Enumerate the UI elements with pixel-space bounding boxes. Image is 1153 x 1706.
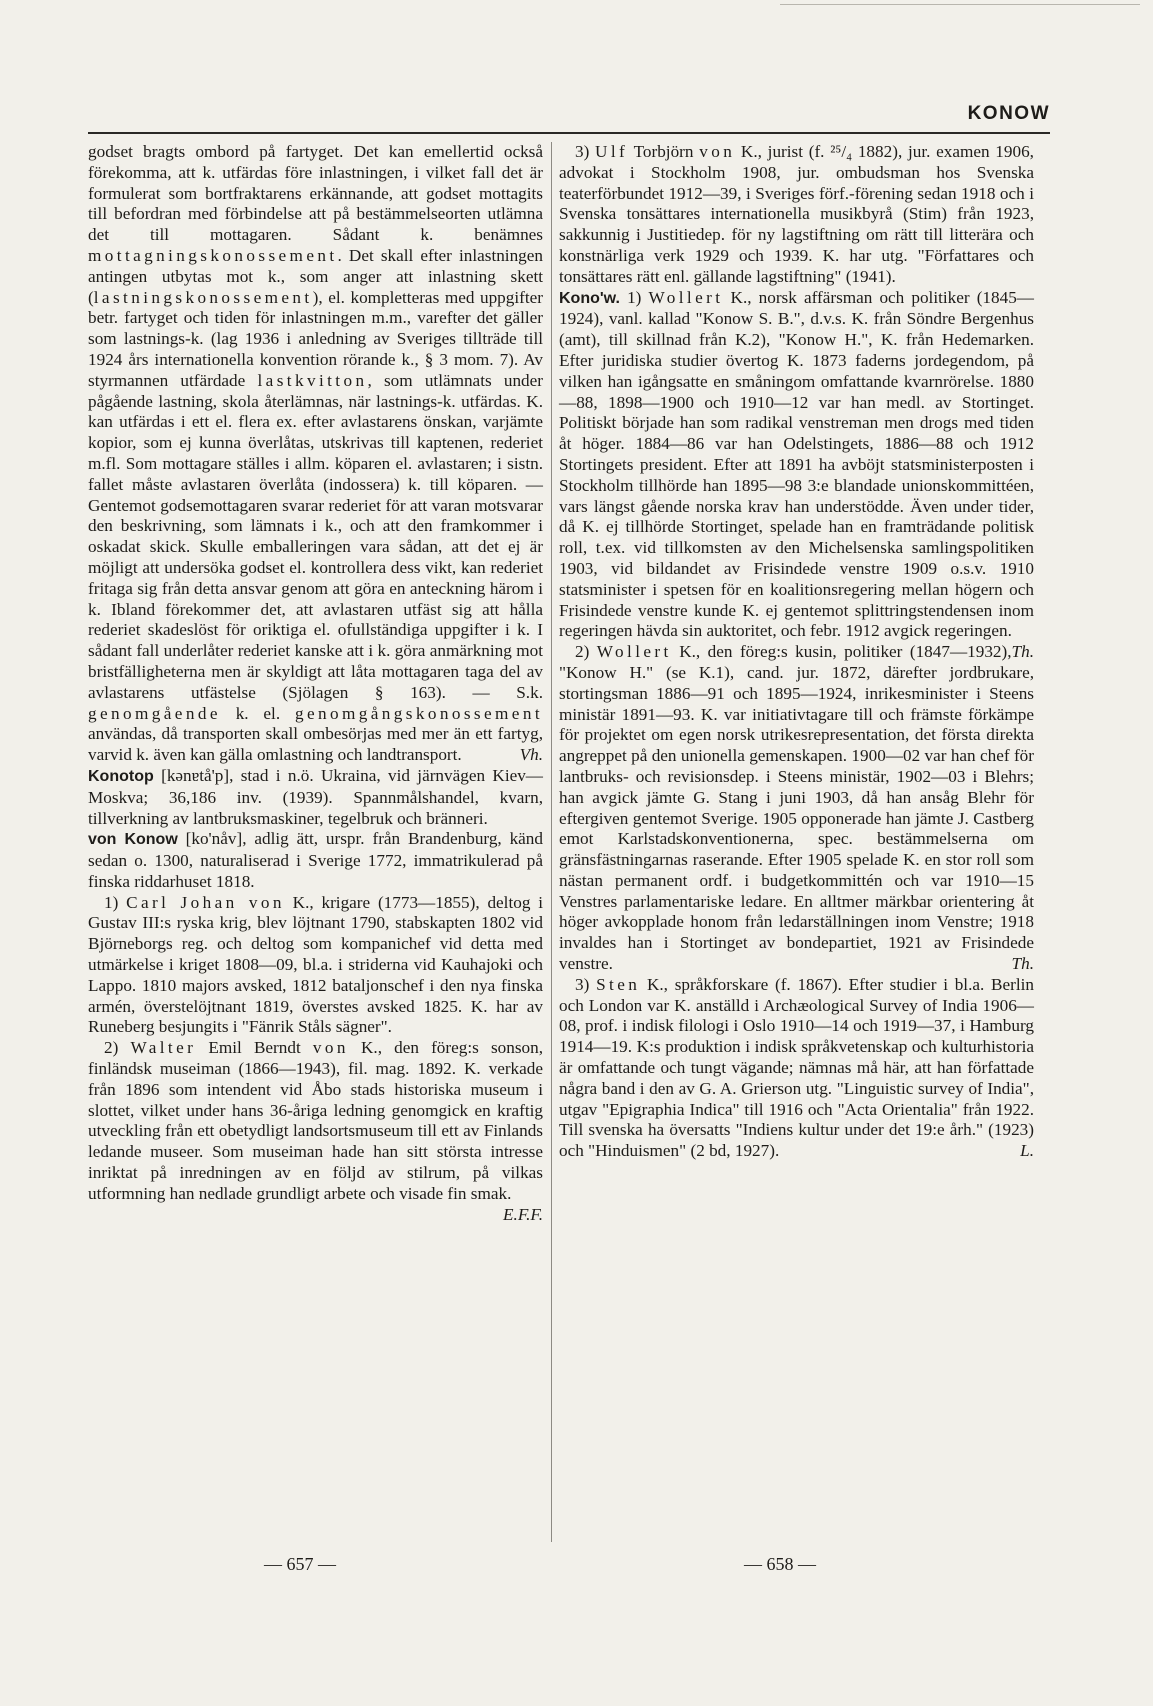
author-signature: Th.	[1011, 954, 1034, 974]
page-number-left: — 657 —	[264, 1554, 336, 1574]
headword: Konotop	[88, 767, 154, 785]
subentry-ulf: 3) Ulf Torbjörn von K., jurist (f. ²⁵/₄ 1882), jur. examen 1906, advokat i Stockholm 1908, jur. ombudsman hos Svenska teaterförbundet 1912—39, i Sveriges förf.-förening sedan 1918 och i Svenska tonsättares internationella musikbyrå (Stim) från 1923, sakkunnig i Justitiedep. för ny lagstiftning om rätt till litterära och konstnärliga verk 1929 och 1939. K. har utg. "Författares och tonsättares rätt enl. gällande lagstiftning" (1941).	[559, 142, 1034, 286]
name-spaced: Ulf	[595, 142, 629, 161]
name-spaced: Carl Johan von	[126, 892, 285, 912]
name-spaced: Walter	[130, 1038, 197, 1058]
author-signature: Vh.	[519, 745, 543, 765]
name-spaced: Wollert	[648, 287, 724, 307]
term-spaced: mottagningskonossement	[88, 245, 338, 265]
subentry-walter: 2) Walter Emil Berndt von K., den föreg:s sonson, finländsk museiman (1866—1943), fil. mag. 1892. K. verkade från 1896 som intendent vid Åbo stads historiska museum i slottet, vilket under hans 36-åriga ledning genomgick en kraftig utveckling från ett obetydligt landsortsmuseum till ett av Finlands ledande museer. Som museiman hade han sitt största intresse inriktat på inredningen av en följd av stilrum, på vilkas utformning han nedlade grundligt arbete och visade fin smak. E.F.F.	[88, 1038, 543, 1224]
name-spaced: Sten	[596, 974, 641, 994]
right-column	[559, 142, 1034, 1162]
name-spaced: von	[699, 142, 736, 161]
author-signature: E.F.F.	[503, 1204, 543, 1224]
headword: von Konow	[88, 831, 178, 849]
term-spaced: lastningskonossement	[93, 287, 313, 307]
header-rule	[88, 132, 1050, 134]
page-number-right: — 658 —	[744, 1554, 816, 1574]
konossement-entry-continuation: godset bragts ombord på fartyget. Det kan emellertid också förekomma, att k. utfärdas före inlastningen, i vilket fall det är formulerat som bortfraktarens erkännande, att godset mottagits till befordran med förbindelse att på bestämmelseorten utlämna det till mottagaren. Sådant k. benämnes mottagningskonossement. Det skall efter inlastningen antingen utbytas mot k., som anger att inlastning skett (lastningskonossement), el. kompletteras med uppgifter betr. fartyget och tiden för inlastningen m.m., varefter det gäller som lastnings-k. (lag 1936 i anledning av Sveriges tillträde till 1924 års internationella konvention rörande k., § 3 mom. 7). Av styrmannen utfärdade lastkvitton, som utlämnats under pågående lastning, skola återlämnas, när lastnings-k. utfärdas. K. kan utfärdas i ett el. flera ex. efter avlastarens önskan, varjämte kopior, som ej kunna överlåtas, utskrivas till kaptenen, rederiet m.fl. Som mottagare ställes i allm. köparen el. avlastaren; i sistn. fallet måste avlastaren överlåta (indossera) k. till köparen. — Gentemot godsemottagaren svarar rederiet för att varan motsvarar den beskrivning, som lämnats i k., och att den framkommer i oskadat skick. Skulle emballeringen vara sådan, att det ej är möjligt att undersöka godset el. kontrollera dess vikt, kan rederiet fritaga sig från detta ansvar genom att göra en anteckning härom i k. Ibland förekommer det, att avlastaren utfäst sig att hålla rederiet skadeslöst för oriktiga el. ofullständiga uppgifter i k. I sådant fall underlåter rederiet kanske att i k. göra anmärkning mot bristfälligheterna men är skyldigt att låta mottagaren taga del av avlastarens utfästelse (Sjölagen § 163). — S.k. genomgående k. el. genomgångskonossement användas, då transporten skall ombesörjas med mer än ett fartyg, varvid k. även kan gälla omlastning och landtransport. Vh.	[88, 142, 543, 765]
term-spaced: lastkvitton	[257, 370, 368, 390]
scan-edge-rule	[780, 4, 1140, 5]
entry-von-konow: von Konow [ko'nåv], adlig ätt, urspr. från Brandenburg, känd sedan o. 1300, naturaliserad i Sverige 1772, immatrikulerad på finska riddarhuset 1818.	[88, 829, 543, 891]
running-header: KONOW	[967, 103, 1050, 124]
column-divider	[551, 142, 552, 1542]
headword: Kono'w.	[559, 289, 620, 307]
name-spaced: von	[312, 1038, 349, 1058]
name-spaced: Wollert	[596, 642, 672, 662]
subentry-carl-johan: 1) Carl Johan von K., krigare (1773—1855), deltog i Gustav III:s ryska krig, blev löjtnant 1790, stabskapten 1802 vid Björneborgs reg. och deltog som kompanichef vid detta med utmärkelse i kriget 1808—09, bl.a. i striderna vid Kauhajoki och Lappo. 1810 majors avsked, 1812 bataljonschef i den nya finska armén, överstelöjtnant 1819, överstes avsked 1825. K. har av Runeberg besjungits i "Fänrik Ståls sägner".	[88, 892, 543, 1037]
left-column	[88, 142, 543, 1225]
entry-konow-w: Kono'w. 1) Wollert K., norsk affärsman och politiker (1845—1924), vanl. kallad "Konow S. B.", d.v.s. K. från Söndre Bergenhus (amt), till skillnad från K.2), "Konow H.", K. från Hedemarken. Efter juridiska studier övertog K. 1873 faderns jordegendom, på vilken han igångsatte en småningom omfattande kvarnrörelse. 1880—88, 1898—1900 och 1910—12 var han medl. av Stortinget. Politiskt började han som radikal venstreman men drogs med tiden åt höger. 1884—86 var han Odelstingets, 1886—88 och 1912 Stortingets president. Efter att 1891 ha avböjt statsministerposten i Stockholm tillhörde han 1895—98 3:e blandade unionskommittéen, vars längst gående norska krav han understödde. Även under tider, då K. ej tillhörde Stortinget, spelade han en framträdande politisk roll, t.ex. vid tillkomsten av den Michelsenska samlingspolitiken 1903, vid bildandet av Frisindede venstre 1909 o.s.v. 1910 statsminister i spetsen för en koalitionsregering mellan högern och Frisindede venstre kunde K. ej gentemot splittringstendensen inom regeringen hävda sin auktoritet, och febr. 1912 avgick regeringen. Th.	[559, 287, 1034, 662]
author-signature: L.	[1020, 1141, 1034, 1161]
subentry-wollert-2: 2) Wollert K., den föreg:s kusin, politiker (1847—1932), "Konow H." (se K.1), cand. jur. 1872, därefter jordbrukare, stortingsman 1886—91 och 1895—1924, inrikesminister i Steens ministär 1891—93. K. var initiativtagare till och främste förkämpe för projektet om egen norsk utrikesrepresentation, det första direkta angreppet på den unionella gemenskapen. 1900—02 var han chef för lantbruks- och revisionsdep. i Steens ministär, 1902—03 i Blehrs; han avgick jämte G. Stang i juni 1903, då han ansåg Blehr för eftergiven gentemot Sverige. 1905 opponerade han jämte J. Castberg emot Karlstadskonventionerna, spec. bestämmelserna om gränsfästningarnas raserande. Efter 1905 spelade K. en stor roll som nästan permanent ordf. i budgetkommittén och var 1910—15 Venstres parlamentariske ledare. En alltmer märkbar orientering åt höger avkopplade honom från ledarställningen inom Venstre; 1918 invaldes han i Stortinget av bondepartiet, 1921 av Frisindede venstre. Th.	[559, 642, 1034, 974]
author-signature: Th.	[1011, 642, 1034, 662]
term-spaced: genomgående	[88, 703, 221, 723]
entry-konotop: Konotop [kənɐtå'p], stad i n.ö. Ukraina, vid järnvägen Kiev—Moskva; 36,186 inv. (1939). Spannmålshandel, kvarn, tillverkning av lantbruksmaskiner, tegelbruk och bränneri.	[88, 765, 543, 828]
subentry-sten: 3) Sten K., språkforskare (f. 1867). Efter studier i bl.a. Berlin och London var K. anställd i Archæological Survey of India 1906—08, prof. i indisk filologi i Oslo 1910—14 och 1919—37, i Hamburg 1914—19. K:s produktion i indisk språkvetenskap och kulturhistoria är omfattande och tungt vägande; nämnas må här, att han författade några band i den av G. A. Grierson utg. "Linguistic survey of India", utgav "Epigraphia Indica" till 1916 och "Acta Orientalia" från 1922. Till svenska ha översatts "Indiens kultur under det 19:e årh." (1923) och "Hinduismen" (2 bd, 1927). L.	[559, 974, 1034, 1161]
term-spaced: genomgångskonossement	[294, 703, 543, 723]
